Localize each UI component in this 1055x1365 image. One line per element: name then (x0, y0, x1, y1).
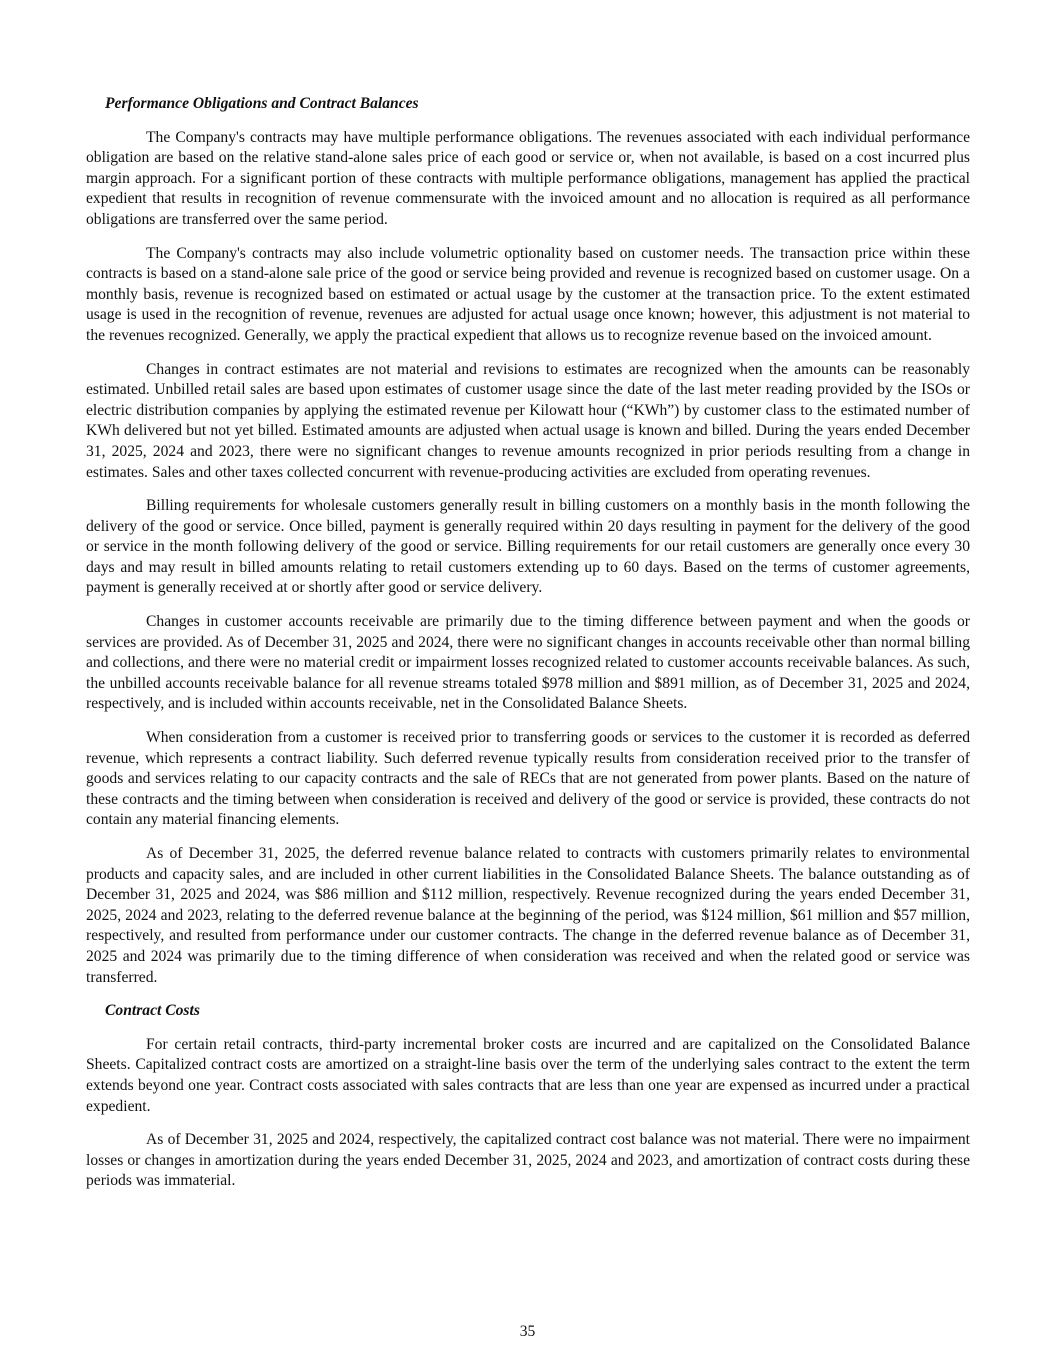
paragraph: For certain retail contracts, third-party incremental broker costs are incurred and are capitalized on the Consolidated Balance Sheets. Capitalized contract costs are amortized on a straight-line basis over the term of the underlying sales contract to the extent the term extends beyond one year. Contract costs associated with sales contracts that are less than one year are expensed as incurred under a practical expedient. (86, 1035, 970, 1115)
paragraph: When consideration from a customer is received prior to transferring goods or services to the customer it is recorded as deferred revenue, which represents a contract liability. Such deferred revenue typically results from consideration received prior to the transfer of goods and services relating to our capacity contracts and the sale of RECs that are not generated from power plants. Based on the nature of these contracts and the timing between when consideration is received and delivery of the good or service is provided, these contracts do not contain any material financing elements. (86, 729, 970, 829)
paragraph: Changes in contract estimates are not material and revisions to estimates are recognized when the amounts can be reasonably estimated. Unbilled retail sales are based upon estimates of customer usage since the date of the last meter reading provided by the ISOs or electric distribution companies by applying the estimated revenue per Kilowatt hour (“KWh”) by customer class to the estimated number of KWh delivered but not yet billed. Estimated amounts are adjusted when actual usage is known and billed. During the years ended December 31, 2025, 2024 and 2023, there were no significant changes to revenue amounts recognized in prior periods resulting from a change in estimates. Sales and other taxes collected concurrent with revenue-producing activities are excluded from operating revenues. (86, 360, 970, 481)
paragraph: Changes in customer accounts receivable are primarily due to the timing difference between payment and when the goods or services are provided. As of December 31, 2025 and 2024, there were no significant changes in accounts receivable other than normal billing and collections, and there were no material credit or impairment losses recognized related to customer accounts receivable balances. As such, the unbilled accounts receivable balance for all revenue streams totaled $978 million and $891 million, as of December 31, 2025 and 2024, respectively, and is included within accounts receivable, net in the Consolidated Balance Sheets. (86, 613, 970, 713)
page-number: 35 (519, 1323, 536, 1340)
paragraph: Billing requirements for wholesale customers generally result in billing customers on a monthly basis in the month following the delivery of the good or service. Once billed, payment is generally required within 20 days resulting in payment for the delivery of the good or service in the month following delivery of the good or service. Billing requirements for our retail customers are generally once every 30 days and may result in billed amounts relating to retail customers extending up to 60 days. Based on the terms of customer agreements, payment is generally received at or shortly after good or service delivery. (86, 497, 970, 597)
paragraph: The Company's contracts may also include volumetric optionality based on customer needs. The transaction price within these contracts is based on a stand-alone sale price of the good or service being provided and revenue is recognized based on customer usage. On a monthly basis, revenue is recognized based on estimated or actual usage by the customer at the transaction price. To the extent estimated usage is used in the recognition of revenue, revenues are adjusted for actual usage once known; however, this adjustment is not material to the revenues recognized. Generally, we apply the practical expedient that allows us to recognize revenue based on the invoiced amount. (86, 244, 970, 344)
section-heading-performance-obligations: Performance Obligations and Contract Balances (105, 95, 419, 112)
section-heading-contract-costs: Contract Costs (105, 1002, 200, 1020)
document-page (86, 94, 970, 1205)
paragraph: As of December 31, 2025, the deferred revenue balance related to contracts with customers primarily relates to environmental products and capacity sales, and are included in other current liabilities in the Consolidated Balance Sheets. The balance outstanding as of December 31, 2025 and 2024, was $86 million and $112 million, respectively. Revenue recognized during the years ended December 31, 2025, 2024 and 2023, relating to the deferred revenue balance at the beginning of the period, was $124 million, $61 million and $57 million, respectively, and resulted from performance under our customer contracts. The change in the deferred revenue balance as of December 31, 2025 and 2024 was primarily due to the timing difference of when consideration was received and when the related good or service was transferred. (86, 845, 970, 986)
paragraph: As of December 31, 2025 and 2024, respectively, the capitalized contract cost balance was not material. There were no impairment losses or changes in amortization during the years ended December 31, 2025, 2024 and 2023, and amortization of contract costs during these periods was immaterial. (86, 1131, 970, 1190)
paragraph: The Company's contracts may have multiple performance obligations. The revenues associated with each individual performance obligation are based on the relative stand-alone sales price of each good or service or, when not available, is based on a cost incurred plus margin approach. For a significant portion of these contracts with multiple performance obligations, management has applied the practical expedient that results in recognition of revenue commensurate with the invoiced amount and no allocation is required as all performance obligations are transferred over the same period. (86, 128, 970, 228)
